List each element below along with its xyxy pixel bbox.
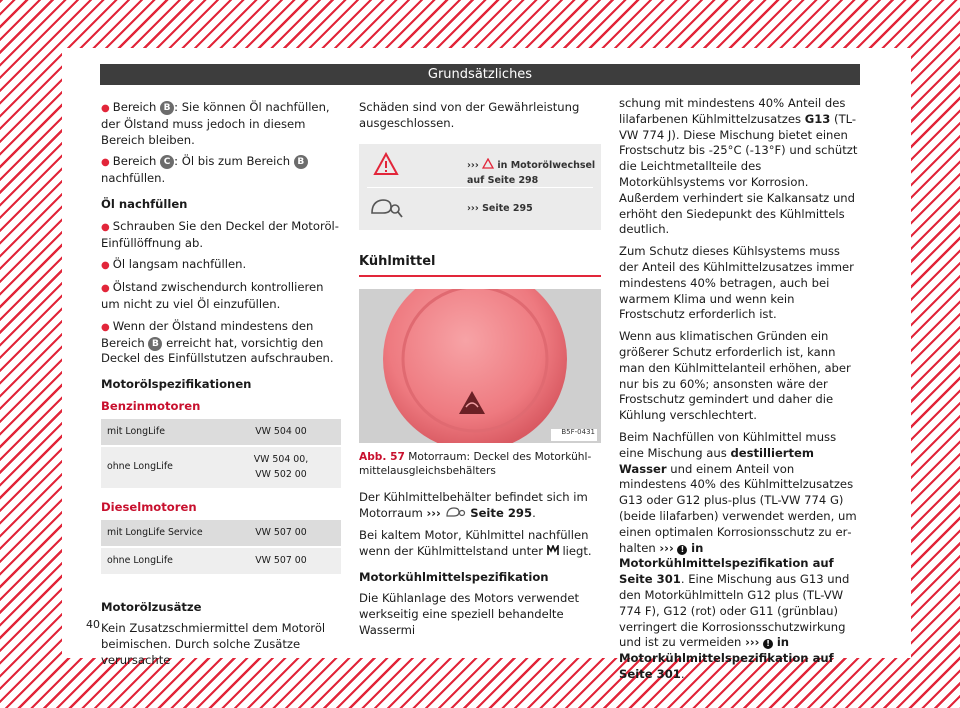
table-row	[101, 419, 341, 446]
text: Wenn der Ölstand mindestens den Bereich	[101, 318, 314, 350]
page-number: 40	[86, 618, 100, 631]
table-cell	[221, 446, 341, 490]
intro-text: Schäden sind von der Gewährleistung ausgeschlossen.	[359, 100, 580, 130]
text: Ölstand zwischendurch kontrollieren um nicht zu viel Öl einzufüllen.	[101, 280, 324, 311]
table-cell: mit LongLife Service	[101, 520, 221, 547]
diesel-spec-table	[101, 520, 341, 576]
page-link[interactable]: Seite 295	[470, 506, 533, 521]
text: Beim Nachfüllen von Kühlmittel muss eine Mischung aus	[619, 429, 837, 460]
table-row	[101, 547, 341, 575]
text: Schrauben Sie den Deckel der Motoröl-Einfüllöffnung ab.	[101, 218, 339, 250]
petrol-engines-heading: Benzinmotoren	[101, 398, 201, 413]
chapter-title: Grundsätzliches	[427, 67, 533, 82]
coolant-cap-image	[359, 289, 601, 443]
heading-oil-spec: Motorölspezifikationen	[101, 377, 252, 392]
bullet-icon: ●	[101, 321, 110, 333]
info-icon: !	[763, 639, 773, 649]
paragraph-location	[359, 490, 601, 522]
arrow: ›››	[745, 635, 760, 650]
step-2	[101, 257, 341, 274]
marker-c-icon: C	[160, 155, 174, 169]
text: VW 502 00	[255, 469, 307, 481]
text: schung mit mindestens 40% Anteil des lilafarbenen Kühlmittelzusatzes	[619, 96, 846, 126]
table-cell: VW 507 00	[221, 520, 341, 547]
petrol-spec-table	[101, 419, 341, 490]
warning-triangle-icon	[373, 152, 399, 176]
warning-link	[467, 158, 601, 190]
warning-small-icon	[482, 158, 494, 169]
column-right	[619, 96, 859, 689]
heading-additives: Motorölzusätze	[101, 599, 202, 614]
chapter-header	[100, 64, 860, 85]
bullet-icon: ●	[101, 260, 110, 272]
table-cell: VW 504 00	[221, 419, 341, 446]
heading-oil-refill: Öl nachfüllen	[101, 196, 188, 211]
arrow: ›››	[426, 506, 441, 521]
text: und einem Anteil von mindestens 40% des Kühlmittelzusatzes G13 oder G12 plus-plus (TL-VW 774 G) (beide lilafarben) verwendet werden, um einen optimalen Korrosionsschutz zu erhalten	[619, 461, 857, 555]
paragraph-cold-engine	[359, 528, 601, 560]
text: nachfüllen.	[101, 171, 166, 186]
arrow: ›››	[659, 540, 674, 555]
environment-small-icon	[445, 506, 467, 518]
table-row	[101, 520, 341, 547]
table-cell: VW 507 00	[221, 547, 341, 575]
paragraph-refill	[619, 430, 859, 683]
arrow: ›››	[467, 159, 479, 171]
text: in Motorölwechsel auf Seite 298	[467, 159, 596, 187]
paragraph-protection: Zum Schutz dieses Kühlsystems muss der Anteil des Kühlmittelzusatzes immer mindestens 40% betragen, auch bei warmem Klima und wenn kein Frostschutz erforderlich ist.	[619, 244, 854, 322]
column-left	[101, 100, 341, 675]
diesel-engines-heading: Dieselmotoren	[101, 500, 197, 515]
info-icon: !	[677, 545, 687, 555]
table-cell: mit LongLife	[101, 419, 221, 446]
bullet-icon: ●	[101, 103, 110, 114]
heading-coolant-spec: Motorkühlmittelspezifikation	[359, 569, 549, 584]
bold-text: destilliertem Wasser	[619, 445, 815, 476]
environment-link-row[interactable]	[359, 187, 601, 230]
min-level-icon	[547, 545, 559, 556]
table-row	[101, 446, 341, 490]
bullet-icon: ●	[101, 221, 110, 233]
warning-link-row[interactable]	[359, 144, 601, 187]
marker-b-icon: B	[148, 337, 162, 351]
table-cell: ohne LongLife	[101, 446, 221, 490]
bullet-icon: ●	[101, 157, 110, 169]
marker-b-icon: B	[294, 155, 308, 169]
table-cell: ohne LongLife	[101, 547, 221, 575]
environment-icon	[369, 195, 403, 219]
warning-box	[359, 144, 601, 230]
step-1	[101, 219, 341, 252]
paragraph-mixture	[619, 96, 859, 238]
figure-code: B5F-0431	[561, 427, 595, 436]
figure-caption	[359, 450, 601, 478]
text: liegt.	[562, 543, 592, 558]
text: Öl langsam nachfüllen.	[112, 257, 247, 272]
column-middle	[359, 100, 601, 645]
caption-text: Motorraum: Deckel des Motorkühlmittelausgleichsbehälters	[359, 451, 592, 478]
bullet-icon: ●	[101, 283, 110, 295]
text: : Sie können Öl nachfüllen, der Ölstand muss jedoch in diesem Bereich bleiben.	[101, 100, 330, 147]
marker-b-icon: B	[160, 101, 174, 115]
step-4	[101, 319, 341, 367]
page-link[interactable]: in Motorkühlmittelspezifikation auf Seite 301	[619, 635, 834, 681]
caption-label: Abb. 57	[359, 451, 405, 464]
bold-text: G13	[804, 111, 831, 126]
paragraph-climate: Wenn aus klimatischen Gründen ein größerer Schutz erforderlich ist, kann man den Kühlmittelanteil erhöhen, aber nur bis zu 60%; ansonsten wäre der Frostschutz gemindert und daher die Kühlung verschlechtert.	[619, 329, 851, 423]
text: Bei kaltem Motor, Kühlmittel nachfüllen wenn der Kühlmittelstand unter	[359, 527, 589, 558]
text: .	[680, 666, 685, 681]
bullet-area-c	[101, 154, 341, 187]
text: .	[532, 506, 536, 521]
text: : Öl bis zum Bereich	[174, 154, 291, 169]
step-3	[101, 280, 341, 313]
environment-link	[467, 201, 533, 217]
text: Bereich	[112, 100, 157, 114]
text: Der Kühlmittelbehälter befindet sich im Motorraum	[359, 490, 588, 521]
additives-text: Kein Zusatzschmiermittel dem Motoröl beimischen. Durch solche Zusätze verursachte	[101, 621, 326, 667]
text: (TL-VW 774 J). Diese Mischung bietet einen Frostschutz bis -25°C (-13°F) und schützt die Leichtmetallteile des Motorkühlsystems vor Korrosion. Außerdem verhindert sie Kalkansatz und erhöht den Siedepunkt des Kühlmittels deutlich.	[619, 111, 858, 237]
bullet-area-b	[101, 100, 341, 148]
page-link[interactable]: in Motorkühlmittelspezifikation auf Seite 301	[619, 540, 834, 587]
text: erreicht hat, vorsichtig den Deckel des Einfüllstutzen aufschrauben.	[101, 335, 334, 366]
paragraph-coolant-spec: Die Kühlanlage des Motors verwendet werkseitig eine speziell behandelte Wassermi	[359, 591, 580, 637]
text: . Eine Mischung aus G13 und den Motorkühlmitteln G12 plus (TL-VW 774 F), G12 (rot) oder G11 (grünblau) verringert die Korrosionsschutzwirkung und ist zu vermeiden	[619, 572, 850, 650]
section-title-coolant: Kühlmittel	[359, 254, 601, 278]
text: VW 504 00,	[253, 453, 309, 465]
text: Bereich	[112, 154, 157, 169]
arrow: ›››	[467, 202, 479, 214]
text: Seite 295	[482, 202, 533, 214]
coolant-cap-figure	[359, 289, 601, 443]
